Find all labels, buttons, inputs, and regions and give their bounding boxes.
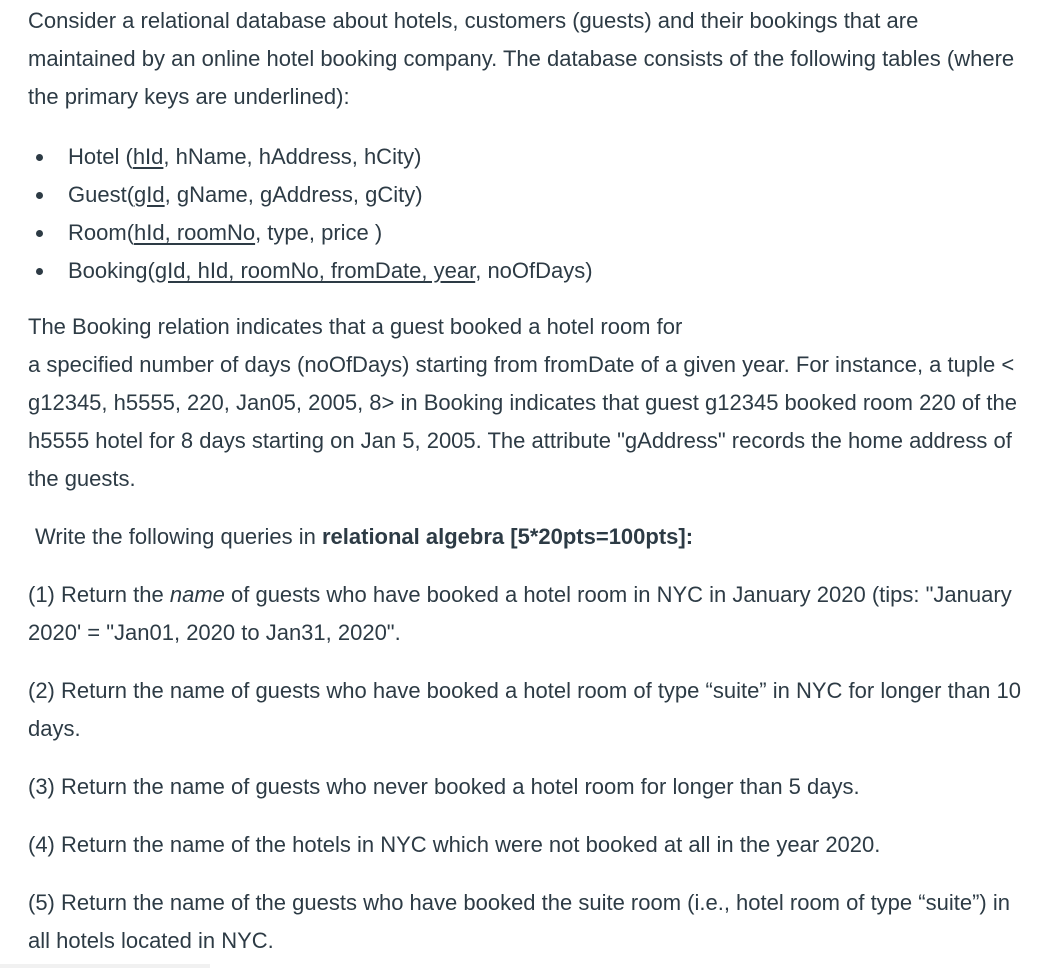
- table-name: Booking: [68, 258, 148, 283]
- primary-key: gId: [134, 182, 165, 207]
- question-1: (1) Return the name of guests who have booked a hotel room in NYC in January 2020 (tips: "January 2020' = "Jan01, 2020 to Jan31, 2020".: [28, 582, 1012, 645]
- table-item-booking: Booking(gId, hId, roomNo, fromDate, year, noOfDays): [28, 252, 1028, 290]
- assignment-content: [28, 0, 1028, 960]
- table-attributes: , noOfDays): [475, 258, 593, 283]
- table-attributes: , gName, gAddress, gCity): [164, 182, 423, 207]
- table-name: Guest: [68, 182, 127, 207]
- table-attributes: , type, price ): [255, 220, 383, 245]
- question-5: (5) Return the name of the guests who have booked the suite room (i.e., hotel room of type “suite”) in all hotels located in NYC.: [28, 890, 1010, 953]
- intro-paragraph: Consider a relational database about hotels, customers (guests) and their bookings that are maintained by an online hotel booking company. The database consists of the following tables (where the primary keys are underlined):: [28, 8, 1015, 109]
- table-name: Room: [68, 220, 127, 245]
- primary-key: hId, roomNo: [134, 220, 256, 245]
- question-4: (4) Return the name of the hotels in NYC which were not booked at all in the year 2020.: [28, 832, 881, 857]
- table-item-room: Room(hId, roomNo, type, price ): [28, 214, 1028, 252]
- instruction: Write the following queries in relational algebra [5*20pts=100pts]:: [35, 524, 694, 549]
- bullet-icon: [36, 154, 43, 161]
- primary-key: gId, hId, roomNo, fromDate, year: [154, 258, 476, 283]
- table-item-guest: Guest(gId, gName, gAddress, gCity): [28, 176, 1028, 214]
- question-2: (2) Return the name of guests who have booked a hotel room of type “suite” in NYC for longer than 10 days.: [28, 678, 1021, 741]
- bullet-icon: [36, 268, 43, 275]
- bullet-icon: [36, 192, 43, 199]
- bottom-scroll-edge: [0, 964, 210, 968]
- primary-key: hId: [132, 144, 164, 169]
- booking-description: The Booking relation indicates that a guest booked a hotel room for a specified number of days (noOfDays) starting from fromDate of a given year. For instance, a tuple < g12345, h5555, 220, Jan05, 2005, 8> in Booking indicates that guest g12345 booked room 220 of the h5555 hotel for 8 days starting on Jan 5, 2005. The attribute "gAddress" records the home address of the guests.: [28, 314, 1017, 491]
- table-item-hotel: Hotel (hId, hName, hAddress, hCity): [28, 138, 1028, 176]
- table-name: Hotel: [68, 144, 120, 169]
- instruction-emphasis: relational algebra [5*20pts=100pts]:: [321, 524, 694, 549]
- bullet-icon: [36, 230, 43, 237]
- table-list: [28, 138, 1028, 290]
- question-3: (3) Return the name of guests who never booked a hotel room for longer than 5 days.: [28, 774, 860, 799]
- table-attributes: , hName, hAddress, hCity): [163, 144, 422, 169]
